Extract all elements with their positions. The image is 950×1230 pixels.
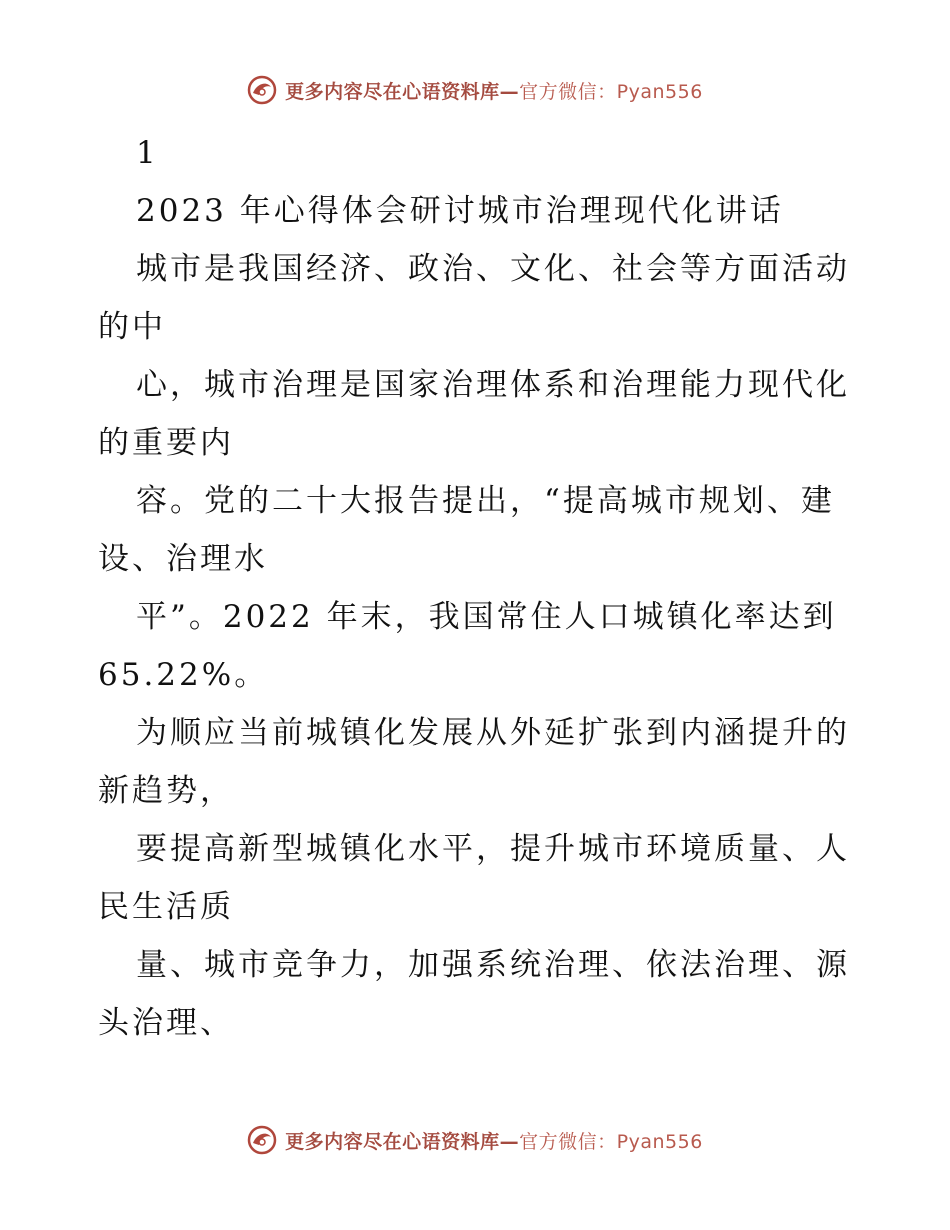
document-title: 2023 年心得体会研讨城市治理现代化讲话 [136,193,784,229]
body-line-6: 设、治理水 [98,541,268,577]
body-line-10: 新趋势， [98,773,234,809]
footer-banner-text: 更多内容尽在心语资料库—官方微信：Pyan556 [285,1130,703,1153]
body-line-3: 心，城市治理是国家治理体系和治理能力现代化 [136,367,850,403]
body-line-13: 量、城市竞争力，加强系统治理、依法治理、源 [136,947,850,983]
header-banner-text: 更多内容尽在心语资料库—官方微信：Pyan556 [285,80,703,103]
page-number: 1 [136,135,159,171]
body-line-8: 65.22%。 [98,657,269,693]
header-banner [0,70,950,110]
body-line-12: 民生活质 [98,889,234,925]
red-swirl-logo-icon [247,1125,277,1155]
footer-banner [0,1120,950,1160]
body-line-1: 城市是我国经济、政治、文化、社会等方面活动 [136,251,850,287]
body-line-11: 要提高新型城镇化水平，提升城市环境质量、人 [136,831,850,867]
header-wechat: 官方微信：Pyan556 [519,80,703,103]
body-line-5: 容。党的二十大报告提出，“提高城市规划、建 [136,483,835,519]
body-line-2: 的中 [98,309,166,345]
document-body [98,124,858,1052]
red-swirl-logo-icon [247,75,277,105]
footer-wechat: 官方微信：Pyan556 [519,1130,703,1153]
body-line-14: 头治理、 [98,1005,234,1041]
body-line-4: 的重要内 [98,425,234,461]
body-line-9: 为顺应当前城镇化发展从外延扩张到内涵提升的 [136,715,850,751]
body-line-7: 平”。2022 年末，我国常住人口城镇化率达到 [136,599,837,635]
